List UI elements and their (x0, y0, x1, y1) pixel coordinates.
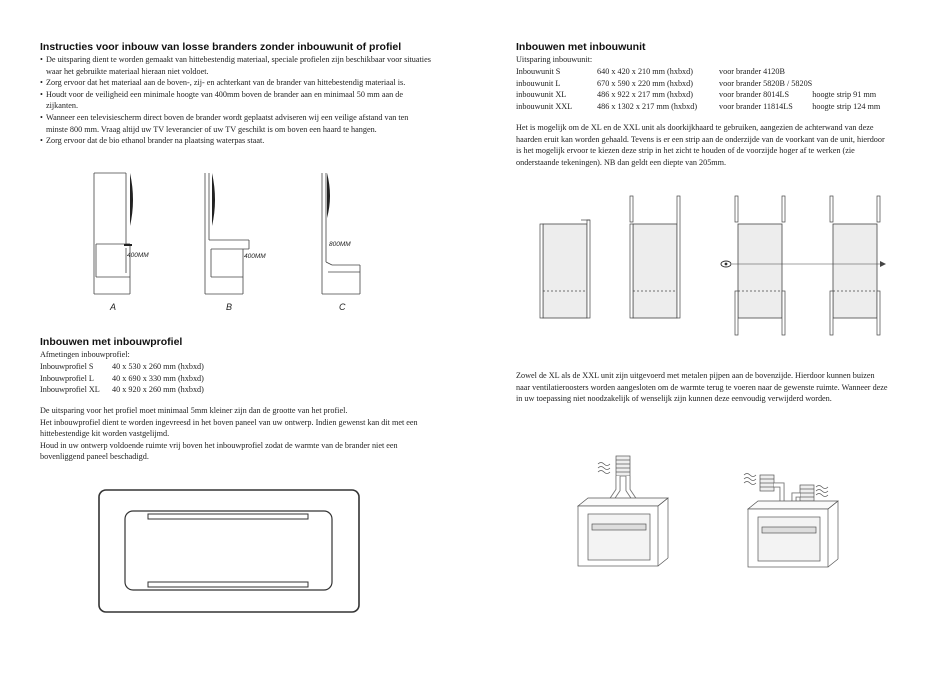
unit-table (516, 66, 880, 112)
unit-dims: 486 x 922 x 217 mm (hxbxd) (597, 90, 693, 100)
instruction-item: • De uitsparing dient te worden gemaakt van hittebestendig materiaal, speciale profielen zijn beschikbaar voor situaties waar het gebruikte materiaal hieraan niet voldoet. (40, 54, 432, 77)
instructions-title: Instructies voor inbouw van losse branders zonder inbouwunit of profiel (40, 41, 402, 53)
table-row (516, 101, 880, 113)
instructions-list (40, 54, 432, 147)
profile-dims: 40 x 690 x 330 mm (hxbxd) (112, 373, 204, 383)
profile-dims: 40 x 920 x 260 mm (hxbxd) (112, 385, 204, 395)
diagram-b-label: B (226, 302, 233, 312)
table-row (40, 361, 204, 373)
unit-name: inbouwunit L (516, 78, 561, 88)
unit-burner: voor brander 4120B (719, 67, 785, 76)
profile-paragraph: Houd in uw ontwerp voldoende ruimte vrij boven het inbouwprofiel zodat de warmte van de brander niet een bovenliggend paneel beschadigd. (40, 440, 398, 462)
profile-name: Inbouwprofiel L (40, 373, 94, 383)
unit-subtitle: Uitsparing inbouwunit: (516, 55, 593, 64)
unit-strip (812, 66, 880, 78)
diagram-b-dimension: 400MM (244, 253, 266, 260)
unit-title: Inbouwen met inbouwunit (516, 41, 646, 53)
profile-table (40, 361, 204, 396)
unit-name: inbouwunit XL (516, 90, 567, 100)
unit-name: Inbouwunit S (516, 67, 561, 76)
instruction-item: • Houdt voor de veiligheid een minimale hoogte van 400mm boven de brander aan en minimaal 50 mm aan de zijkanten. (40, 89, 432, 112)
unit-dims: 670 x 590 x 220 mm (hxbxd) (597, 78, 693, 88)
instruction-item: • Wanneer een televisiescherm direct boven de brander wordt geplaatst adviseren wij een veilige afstand van ten minste 800 mm. Vraag altijd uw TV leverancier of uw TV geschikt is om boven een haard te hangen. (40, 112, 432, 135)
profile-subtitle: Afmetingen inbouwprofiel: (40, 350, 130, 359)
instruction-item: • Zorg ervoor dat het materiaal aan de boven-, zij- en achterkant van de brander van hittebestendig materiaal is. (40, 77, 432, 89)
ventilation-drawing-1 (570, 450, 680, 578)
diagram-c-label: C (339, 302, 346, 312)
unit-burner: voor brander 11814LS (719, 101, 793, 111)
profile-name: Inbouwprofiel S (40, 362, 94, 371)
table-row (40, 384, 204, 396)
profile-drawing (98, 489, 360, 613)
profile-name: Inbouwprofiel XL (40, 385, 100, 395)
table-row (516, 89, 880, 101)
unit-name: inbouwunit XXL (516, 101, 573, 111)
profile-title: Inbouwen met inbouwprofiel (40, 336, 183, 348)
unit-strip (812, 78, 880, 90)
diagram-c-dimension: 800MM (329, 241, 351, 248)
profile-paragraph: Het inbouwprofiel dient te worden ingevreesd in het boven paneel van uw ontwerp. Indien gewenst kan dit met een hittebestendige kit worden vastgelijmd. (40, 417, 418, 439)
unit-paragraph-2: Zowel de XL als de XXL unit zijn uitgevoerd met metalen pijpen aan de bovenzijde. Hierdoor kunnen buizen naar ventilatieroosters worden aangesloten om de warmte terug te voeren naar de gewenste ruimte. Wanneer deze in uw toepassing niet noodzakelijk of wenselijk zijn kunnen deze eenvoudig verwijderd worden. (516, 371, 888, 404)
diagram-b (203, 170, 263, 296)
diagram-c (318, 170, 378, 296)
diagram-a-dimension: 400MM (127, 252, 149, 259)
unit-burner: voor brander 5820B / 5820S (719, 78, 813, 88)
table-row (516, 78, 880, 90)
profile-text (40, 405, 432, 463)
unit-section-drawings (530, 190, 890, 340)
table-row (40, 373, 204, 385)
unit-dims: 640 x 420 x 210 mm (hxbxd) (597, 67, 693, 76)
profile-dims: 40 x 530 x 260 mm (hxbxd) (112, 362, 204, 371)
instruction-item: • Zorg ervoor dat de bio ethanol brander na plaatsing waterpas staat. (40, 135, 432, 147)
ventilation-drawing-2 (730, 455, 850, 578)
profile-paragraph: De uitsparing voor het profiel moet minimaal 5mm kleiner zijn dan de grootte van het profiel. (40, 406, 348, 415)
unit-burner: voor brander 8014LS (719, 90, 790, 100)
table-row (516, 66, 880, 78)
diagram-a (90, 170, 150, 296)
unit-dims: 486 x 1302 x 217 mm (hxbxd) (597, 101, 698, 111)
unit-strip: hoogte strip 124 mm (812, 101, 881, 111)
diagram-a-label: A (110, 302, 117, 312)
unit-paragraph-1: Het is mogelijk om de XL en de XXL unit als doorkijkhaard te gebruiken, aangezien de achterwand van deze haarden eruit kan worden gehaald. Tevens is er een strip aan de onderzijde van de voorkant van de unit, hierdoor is het mogelijk ervoor te kiezen deze strip in het zicht te houden of de voorzijde hoger af te werken (zie onderstaande tekeningen). NB dan geldt een diepte van 205mm. (516, 123, 885, 167)
unit-strip: hoogte strip 91 mm (812, 90, 877, 100)
